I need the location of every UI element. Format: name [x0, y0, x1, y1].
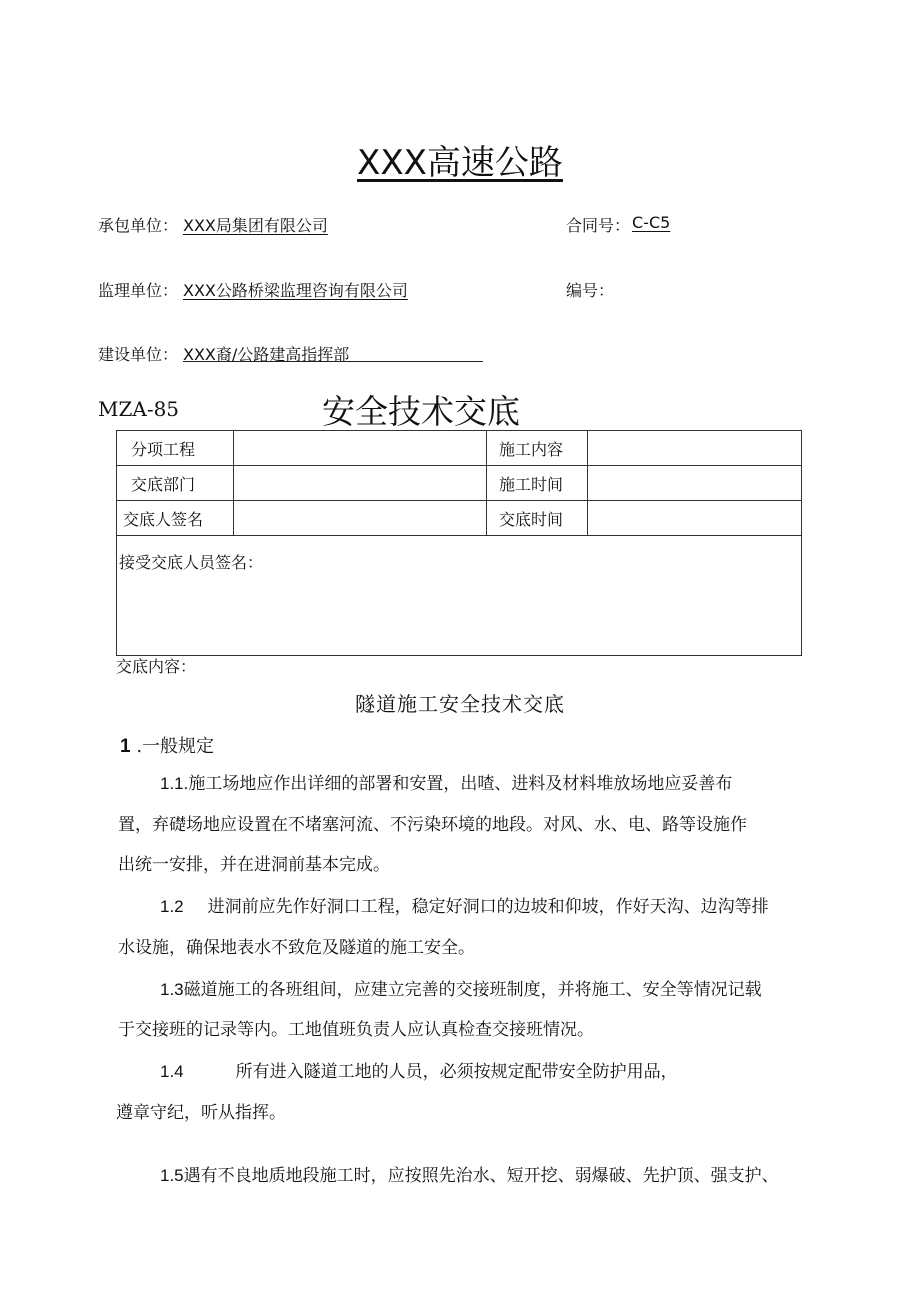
contract-no-value: C-C5 — [632, 213, 671, 232]
table-row — [117, 431, 802, 466]
content-label: 交底内容： — [116, 657, 197, 676]
table-row — [117, 501, 802, 536]
paragraph-line: 出统一安排，并在进洞前基本完成。 — [118, 855, 390, 875]
field-label: 分项工程 — [117, 431, 234, 466]
builder-label: 建设单位： — [98, 345, 179, 364]
section-heading: 1 .一般规定 — [120, 736, 215, 757]
field-label: 交底部门 — [117, 466, 234, 501]
form-code: MZA-85 — [98, 397, 180, 421]
field-label: 交底人签名 — [117, 501, 234, 536]
field-value-cell[interactable] — [234, 431, 487, 466]
disclosure-form-table — [116, 430, 802, 656]
table-row — [117, 466, 802, 501]
document-title: XXX高速公路 — [357, 143, 563, 183]
field-label: 施工内容 — [487, 431, 588, 466]
field-value-cell[interactable] — [234, 501, 487, 536]
paragraph-line: 水设施，确保地表水不致危及隧道的施工安全。 — [118, 938, 475, 958]
paragraph-line: 置，弃礎场地应设置在不堵塞河流、不污染环境的地段。对风、水、电、路等设施作 — [118, 815, 747, 835]
builder-value: XXX裔/公路建高指挥部 — [183, 342, 483, 362]
field-value-cell[interactable] — [588, 431, 802, 466]
receiver-signature-label: 接受交底人员签名： — [119, 553, 264, 572]
paragraph-line: 于交接班的记录等内。工地值班负责人应认真检查交接班情况。 — [118, 1020, 594, 1040]
receiver-signature-cell[interactable] — [117, 536, 802, 656]
section-title: 隧道施工安全技术交底 — [355, 692, 565, 716]
field-value-cell[interactable] — [588, 466, 802, 501]
field-value-cell[interactable] — [588, 501, 802, 536]
serial-label: 编号： — [566, 281, 615, 300]
paragraph-line: 1.1.施工场地应作出详细的部署和安置，出喳、进料及材料堆放场地应妥善布 — [160, 774, 733, 794]
field-value-cell[interactable] — [234, 466, 487, 501]
paragraph-line: 遵章守纪，听从指挥。 — [116, 1103, 286, 1123]
field-label: 施工时间 — [487, 466, 588, 501]
paragraph-line: 1.4 所有进入隧道工地的人员，必须按规定配带安全防护用品， — [160, 1062, 678, 1082]
form-title: 安全技术交底 — [322, 392, 520, 431]
supervisor-label: 监理单位： — [98, 281, 179, 300]
field-label: 交底时间 — [487, 501, 588, 536]
contractor-value: XXX局集团有限公司 — [183, 216, 328, 235]
paragraph-line: 1.2 进洞前应先作好洞口工程，稳定好洞口的边坡和仰坡，作好天沟、边沟等排 — [160, 897, 769, 917]
contract-no-label: 合同号： — [566, 216, 631, 235]
paragraph-line: 1.3磁道施工的各班组间，应建立完善的交接班制度，并将施工、安全等情况记载 — [160, 980, 762, 1000]
contractor-label: 承包单位： — [98, 216, 179, 235]
paragraph-line: 1.5遇有不良地质地段施工时，应按照先治水、短开挖、弱爆破、先护顶、强支护、 — [160, 1166, 779, 1186]
table-row — [117, 536, 802, 656]
supervisor-value: XXX公路桥梁监理咨询有限公司 — [183, 281, 408, 300]
